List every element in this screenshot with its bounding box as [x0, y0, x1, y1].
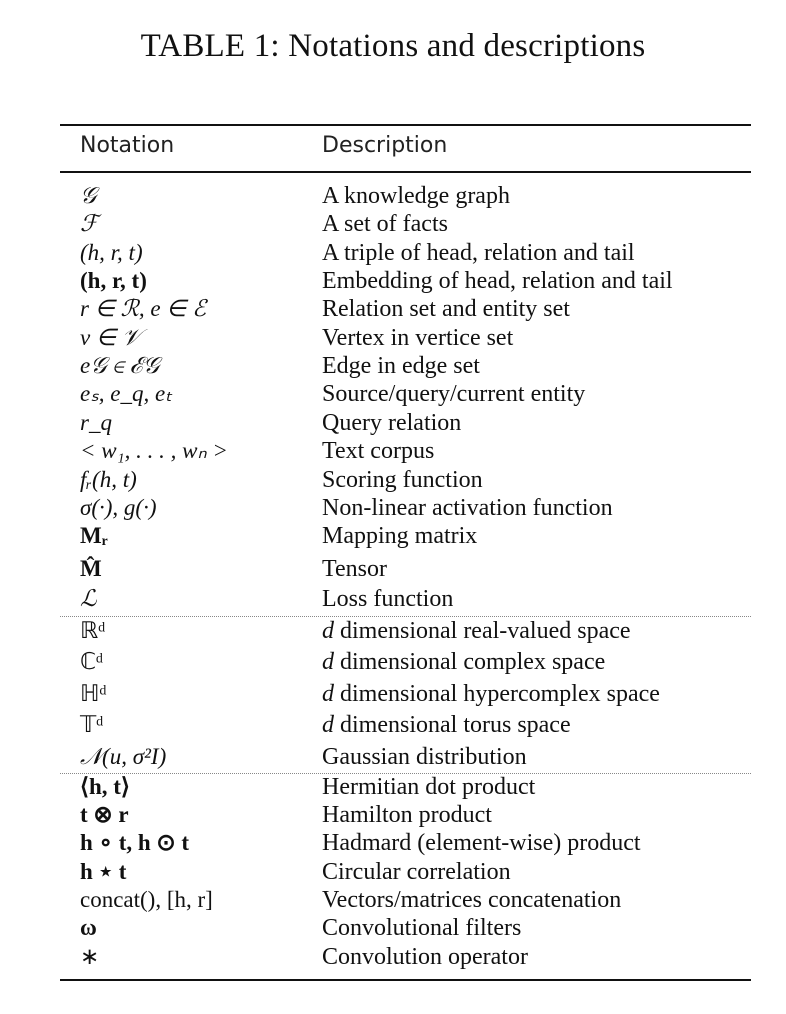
notation-cell: t ⊗ r: [80, 802, 129, 827]
header-rule: [60, 171, 751, 173]
notation-cell: e𝒢 ∈ ℰ𝒢: [80, 353, 160, 378]
description-cell: Text corpus: [322, 438, 435, 464]
description-cell: [322, 618, 631, 645]
table-row: [80, 296, 750, 324]
description-cell: Non-linear activation function: [322, 495, 613, 521]
table-row: [80, 410, 750, 438]
table-row: [80, 495, 750, 523]
description-variable: d: [322, 618, 334, 644]
table-caption: TABLE 1: Notations and descriptions: [140, 28, 646, 64]
description-cell: Tensor: [322, 556, 387, 582]
table-row: [80, 915, 750, 943]
description-variable: d: [322, 712, 334, 738]
notation-cell: h ∘ t, h ⊙ t: [80, 830, 190, 855]
description-cell: [322, 649, 605, 676]
notation-cell: ℂᵈ: [80, 649, 104, 674]
description-cell: Hadmard (element-wise) product: [322, 830, 641, 856]
description-cell: Convolutional filters: [322, 915, 522, 941]
table-row: [80, 325, 750, 353]
description-cell: Vectors/matrices concatenation: [322, 887, 622, 913]
description-variable: d: [322, 681, 334, 707]
description-cell: Edge in edge set: [322, 353, 480, 379]
table-row: [80, 268, 750, 296]
description-text: dimensional complex space: [340, 649, 606, 675]
table-row: [80, 649, 750, 677]
notation-cell: ℱ: [80, 211, 99, 236]
table-row: [80, 618, 750, 646]
notation-cell: ∗: [80, 944, 100, 969]
table-row: [80, 240, 750, 268]
description-cell: Query relation: [322, 410, 462, 436]
notation-cell: r_q: [80, 410, 112, 435]
notation-cell: eₛ, e_q, eₜ: [80, 381, 172, 406]
description-cell: Loss function: [322, 586, 454, 612]
description-cell: A set of facts: [322, 211, 448, 237]
notation-cell: σ(·), g(·): [80, 495, 157, 520]
table-row: [80, 944, 750, 972]
top-rule: [60, 124, 751, 126]
notation-cell: h ⋆ t: [80, 859, 127, 884]
table-row: [80, 381, 750, 409]
description-cell: Hamilton product: [322, 802, 492, 828]
section-divider: [60, 773, 751, 774]
table-row: [80, 887, 750, 915]
table-row: [80, 712, 750, 740]
notation-cell: 𝒩(u, σ²I): [80, 744, 167, 769]
notation-cell: ℒ: [80, 586, 97, 611]
table-row: [80, 802, 750, 830]
notation-cell: (h, r, t): [80, 268, 147, 293]
notation-cell: fᵣ(h, t): [80, 467, 137, 492]
notation-cell: < w₁, . . . , wₙ >: [80, 438, 228, 463]
table-row: [80, 556, 750, 584]
table-row: [80, 744, 750, 772]
notation-cell: ω: [80, 915, 97, 940]
description-cell: A triple of head, relation and tail: [322, 240, 635, 266]
description-variable: d: [322, 649, 334, 675]
notation-cell: ⟨h, t⟩: [80, 774, 130, 799]
description-cell: Mapping matrix: [322, 523, 478, 549]
notation-cell: v ∈ 𝒱: [80, 325, 141, 350]
table-row: [80, 586, 750, 614]
description-text: dimensional hypercomplex space: [340, 681, 660, 707]
bottom-rule: [60, 979, 751, 981]
notation-cell: ℍᵈ: [80, 681, 107, 706]
notation-cell: M̂: [80, 556, 102, 581]
description-cell: Source/query/current entity: [322, 381, 586, 407]
description-cell: [322, 712, 571, 739]
table-row: [80, 859, 750, 887]
table-row: [80, 681, 750, 709]
description-cell: Hermitian dot product: [322, 774, 536, 800]
table-row: [80, 183, 750, 211]
description-cell: Vertex in vertice set: [322, 325, 514, 351]
description-cell: Convolution operator: [322, 944, 528, 970]
table-row: [80, 438, 750, 466]
description-cell: Relation set and entity set: [322, 296, 570, 322]
notation-cell: 𝕋ᵈ: [80, 712, 104, 737]
notation-cell: Mᵣ: [80, 523, 108, 548]
header-notation: Notation: [80, 133, 175, 158]
table-row: [80, 774, 750, 802]
description-text: dimensional torus space: [340, 712, 571, 738]
table-row: [80, 211, 750, 239]
description-cell: Embedding of head, relation and tail: [322, 268, 673, 294]
notation-cell: ℝᵈ: [80, 618, 106, 643]
header-description: Description: [322, 133, 448, 158]
notation-cell: 𝒢: [80, 183, 97, 208]
table-row: [80, 830, 750, 858]
description-cell: Scoring function: [322, 467, 483, 493]
table-row: [80, 523, 750, 551]
description-cell: A knowledge graph: [322, 183, 510, 209]
description-cell: Circular correlation: [322, 859, 511, 885]
section-divider: [60, 616, 751, 617]
description-cell: Gaussian distribution: [322, 744, 527, 770]
notation-cell: concat(), [h, r]: [80, 887, 213, 912]
table-row: [80, 353, 750, 381]
description-text: dimensional real-valued space: [340, 618, 631, 644]
notation-cell: (h, r, t): [80, 240, 143, 265]
notation-cell: r ∈ ℛ, e ∈ ℰ: [80, 296, 207, 321]
table-row: [80, 467, 750, 495]
description-cell: [322, 681, 660, 708]
